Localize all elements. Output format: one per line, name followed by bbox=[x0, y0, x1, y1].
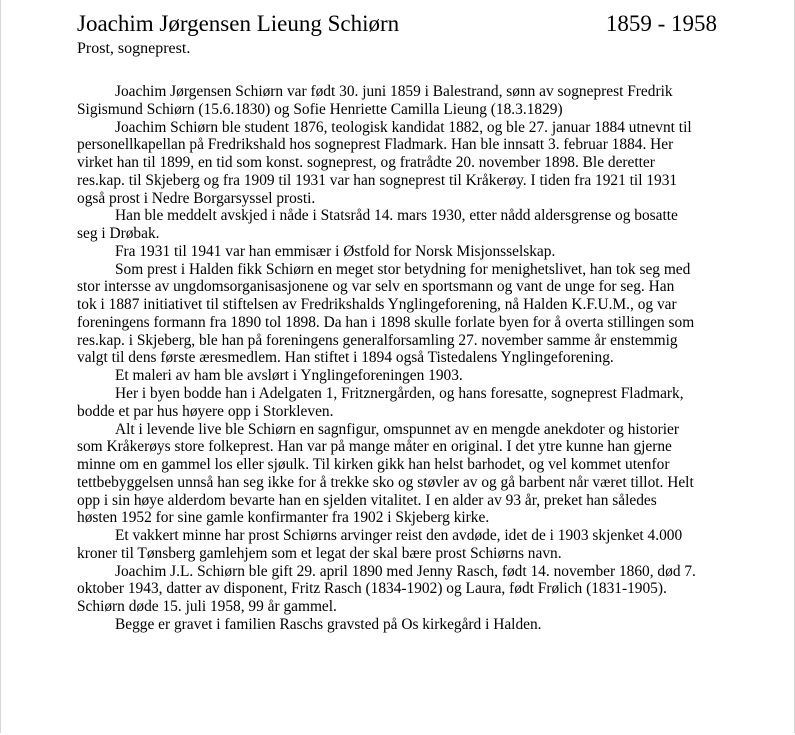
text-line: res.kap. i Skjeberg, ble han på foreningens generalforsamling 27. november samme år enstemmig bbox=[77, 331, 678, 349]
text-line: personellkapellan på Fredrikshald hos sogneprest Fladmark. Han ble innsatt 3. februar 1884. Her bbox=[77, 136, 674, 154]
text-line: Joachim J.L. Schiørn ble gift 29. april 1890 med Jenny Rasch, født 14. november 1860, død 7. bbox=[115, 562, 696, 580]
text-line: tettbebyggelsen unnså han seg ikke for å trekke sko og støvler av og gå barbent når været tillot. Helt bbox=[77, 473, 694, 491]
text-line: foreningens formann fra 1890 tol 1898. Da han i 1898 skulle forlate byen for å overta stillingen som bbox=[77, 313, 695, 331]
person-name: Joachim Jørgensen Lieung Schiørn bbox=[77, 11, 400, 36]
text-line: Et maleri av ham ble avslørt i Ynglingeforeningen 1903. bbox=[115, 367, 463, 385]
text-line: Joachim Jørgensen Schiørn var født 30. juni 1859 i Balestrand, sønn av sogneprest Fredrik bbox=[115, 83, 673, 100]
text-line: Alt i levende live ble Schiørn en sagnfigur, omspunnet av en mengde anekdoter og historier bbox=[115, 420, 679, 438]
text-line: bodde et par hus høyere opp i Storkleven. bbox=[77, 402, 334, 420]
text-line: valgt til dens første æresmedlem. Han stiftet i 1894 også Tistedalens Ynglingeforening. bbox=[77, 349, 614, 367]
text-line: Schiørn døde 15. juli 1958, 99 år gammel. bbox=[77, 598, 337, 616]
text-line: stor intersse av ungdomsorganisasjonene og var selv en sportsmann og vant de unge for seg. Han bbox=[77, 278, 675, 296]
text-line: res.kap. til Skjeberg og fra 1909 til 1931 var han sogneprest til Kråkerøy. I tiden fra 1921 til 1931 bbox=[77, 171, 678, 189]
text-line: Joachim Schiørn ble student 1876, teologisk kandidat 1882, og ble 27. januar 1884 utnevnt til bbox=[115, 118, 692, 136]
text-line: minne om en gammel los eller sjøulk. Til kirken gikk han helst barhodet, og vel kommet utenfor bbox=[77, 456, 670, 474]
text-line: opp i sin høye alderdom bevarte han en sjelden vitalitet. I en alder av 93 år, preket han således bbox=[77, 491, 657, 509]
text-line: Han ble meddelt avskjed i nåde i Statsråd 14. mars 1930, etter nådd aldersgrense og bosatte bbox=[115, 207, 678, 225]
text-line: også prost i Nedre Borgarsyssel prosti. bbox=[77, 189, 316, 207]
text-line: høsten 1952 for sine gamle konfirmanter fra 1902 i Skjeberg kirke. bbox=[77, 509, 490, 527]
person-title: Prost, sogneprest. bbox=[77, 40, 191, 57]
text-line: Fra 1931 til 1941 var han emmisær i Østfold for Norsk Misjonsselskap. bbox=[115, 242, 556, 260]
biography-text bbox=[77, 83, 727, 634]
text-line: Sigismund Schiørn (15.6.1830) og Sofie Henriette Camilla Lieung (18.3.1829) bbox=[77, 100, 563, 118]
text-line: Begge er gravet i familien Raschs gravsted på Os kirkegård i Halden. bbox=[115, 615, 542, 633]
text-line: tok i 1887 initiativet til stiftelsen av Fredrikshalds Ynglingeforening, nå Halden K.F.U.M., og var bbox=[77, 296, 677, 314]
text-line: Et vakkert minne har prost Schiørns arvinger reist den avdøde, idet de i 1903 skjenket 4.000 bbox=[115, 527, 683, 545]
text-line: Som prest i Halden fikk Schiørn en meget stor betydning for menighetslivet, han tok seg med bbox=[115, 260, 691, 278]
text-line: Her i byen bodde han i Adelgaten 1, Fritznergården, og hans foresatte, sogneprest Fladmark, bbox=[115, 385, 684, 403]
text-line: oktober 1943, datter av disponent, Fritz Rasch (1834-1902) og Laura, født Frølich (1831-1905). bbox=[77, 580, 667, 598]
text-line: som Kråkerøys store folkeprest. Han var på mange måter en original. I det ytre kunne han gjerne bbox=[77, 438, 672, 456]
text-line: seg i Drøbak. bbox=[77, 225, 160, 243]
text-line: kroner til Tønsberg gamlehjem som et legat der skal bære prost Schiørns navn. bbox=[77, 544, 562, 562]
life-years: 1859 - 1958 bbox=[605, 11, 717, 36]
text-line: virket han til 1899, en tid som konst. sogneprest, og fratrådte 20. november 1898. Ble deretter bbox=[77, 154, 655, 172]
